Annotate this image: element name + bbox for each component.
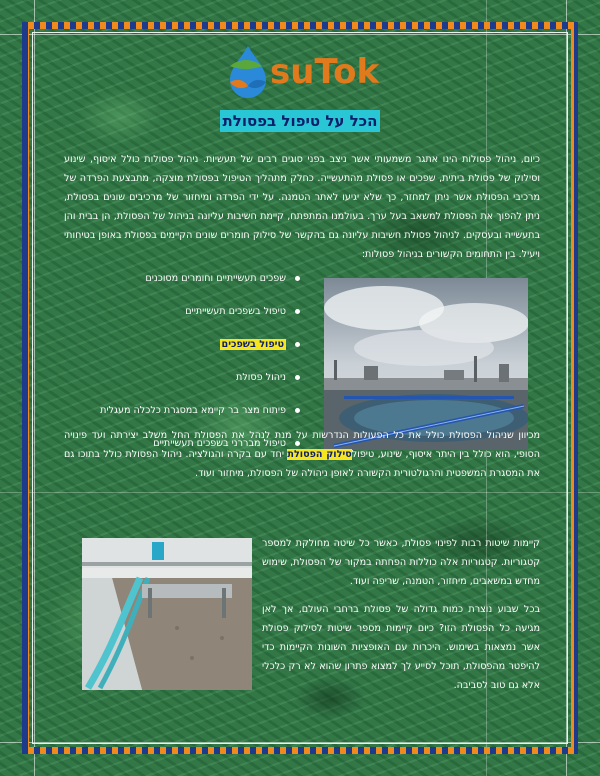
highlighted-link[interactable]: סילוק הפסולת [287, 449, 352, 460]
list-item [100, 262, 300, 295]
list-item-label: שפכים תעשייתיים וחומרים מסוכנים [145, 273, 286, 284]
list-item-label: פיתוח מצר בר קיימא במסגרת כלכלה מעגלית [100, 405, 286, 416]
sutok-logo [222, 42, 382, 102]
highlighted-link[interactable]: טיפול בשפכים [221, 339, 284, 350]
logo-text: suTok [270, 52, 380, 92]
page-title: הכל על טיפול בפסולת [220, 110, 380, 132]
treatment-plant-photo [324, 278, 528, 450]
list-item [100, 394, 300, 427]
sludge-tank-photo [82, 538, 252, 690]
weekly-waste-paragraph: בכל שבוע נוצרת כמות גדולה של פסולת ברחבי העולם, אך לאן מגיעה כל הפסולת הזו? כיום קיימות מספר שיטות לסילוק פסולת אשר נמצאות בשימוש. היכרות עם האופציות השונות הקיימות כדי להיפטר מהפסולת, תוכל לסייע לך למצוא פתרון שהוא לא רק כלכלי אלא גם טוב לסביבה. [262, 604, 540, 691]
list-item-label: טיפול מבררני בשפכים תעשייתיים [153, 438, 286, 449]
intro-paragraph: כיום, ניהול פסולות הינו אתגר משמעותי אשר ניצב בפני סוגים רבים של תעשיות. ניהול פסולות כולל איסוף, שינוע וסילוק של פסולת ביתית, שפכים או פסולת מהתעשייה. כחלק מתהליך הטיפול בפסולת מוצקה, מתבצעת הפרדה של מרכיבי הפסולת אשר ניתן למחזר, כך שלא יגיעו לאתר הטמנה. על ידי הפרדה ומיחזור של מרכיבים שונים בפסולת, ניתן להפוך את הפסולת למשאב בעל ערך. בעולמנו המתפתח, קיימת חשיבות עליונה בניהול של הפסולת, הן בבית והן בתעשייה ובעסקים. לניהול פסולת חשיבות עליונה גם בהקשר של סילוק חומרים שונים הקיימים בפסולת באופן בטיחותי ויעיל. בין התחומים הקשורים בניהול פסולות: [64, 154, 540, 260]
list-item [100, 295, 300, 328]
paragraph-text: יחד עם בקרה והגולציה. ניהול הפסולת כולל בתוכו גם את המסגרת המשפטית והרגולטורית הקשורה לאופן ניהולה של הפסולת, מיחזור ועוד. [64, 449, 540, 479]
management-paragraph [64, 426, 540, 483]
disposal-methods-paragraph: קיימות שיטות רבות לפינוי פסולת, כאשר כל שיטה מחולקת למספר קטגוריות. קטגוריות אלה כוללות הפחתה במקור של הפסולת, שימוש מחדש במשאבים, מיחזור, הטמנה, שריפה ועוד. [262, 538, 540, 587]
list-item-label: טיפול בשפכים תעשייתיים [185, 306, 286, 317]
list-item[interactable] [100, 328, 300, 361]
list-item-label: ניהול פסולת [236, 372, 286, 383]
paragraph-text: מכיוון שניהול הפסולת כולל את כל הפעולות הנדרשות על מנת לנהל את הפסולת החל משלב יצירתה ועד פינויה הסופי, הוא כולל בין היתר איסוף, שינוע, טיפול [64, 430, 540, 460]
list-item [100, 361, 300, 394]
